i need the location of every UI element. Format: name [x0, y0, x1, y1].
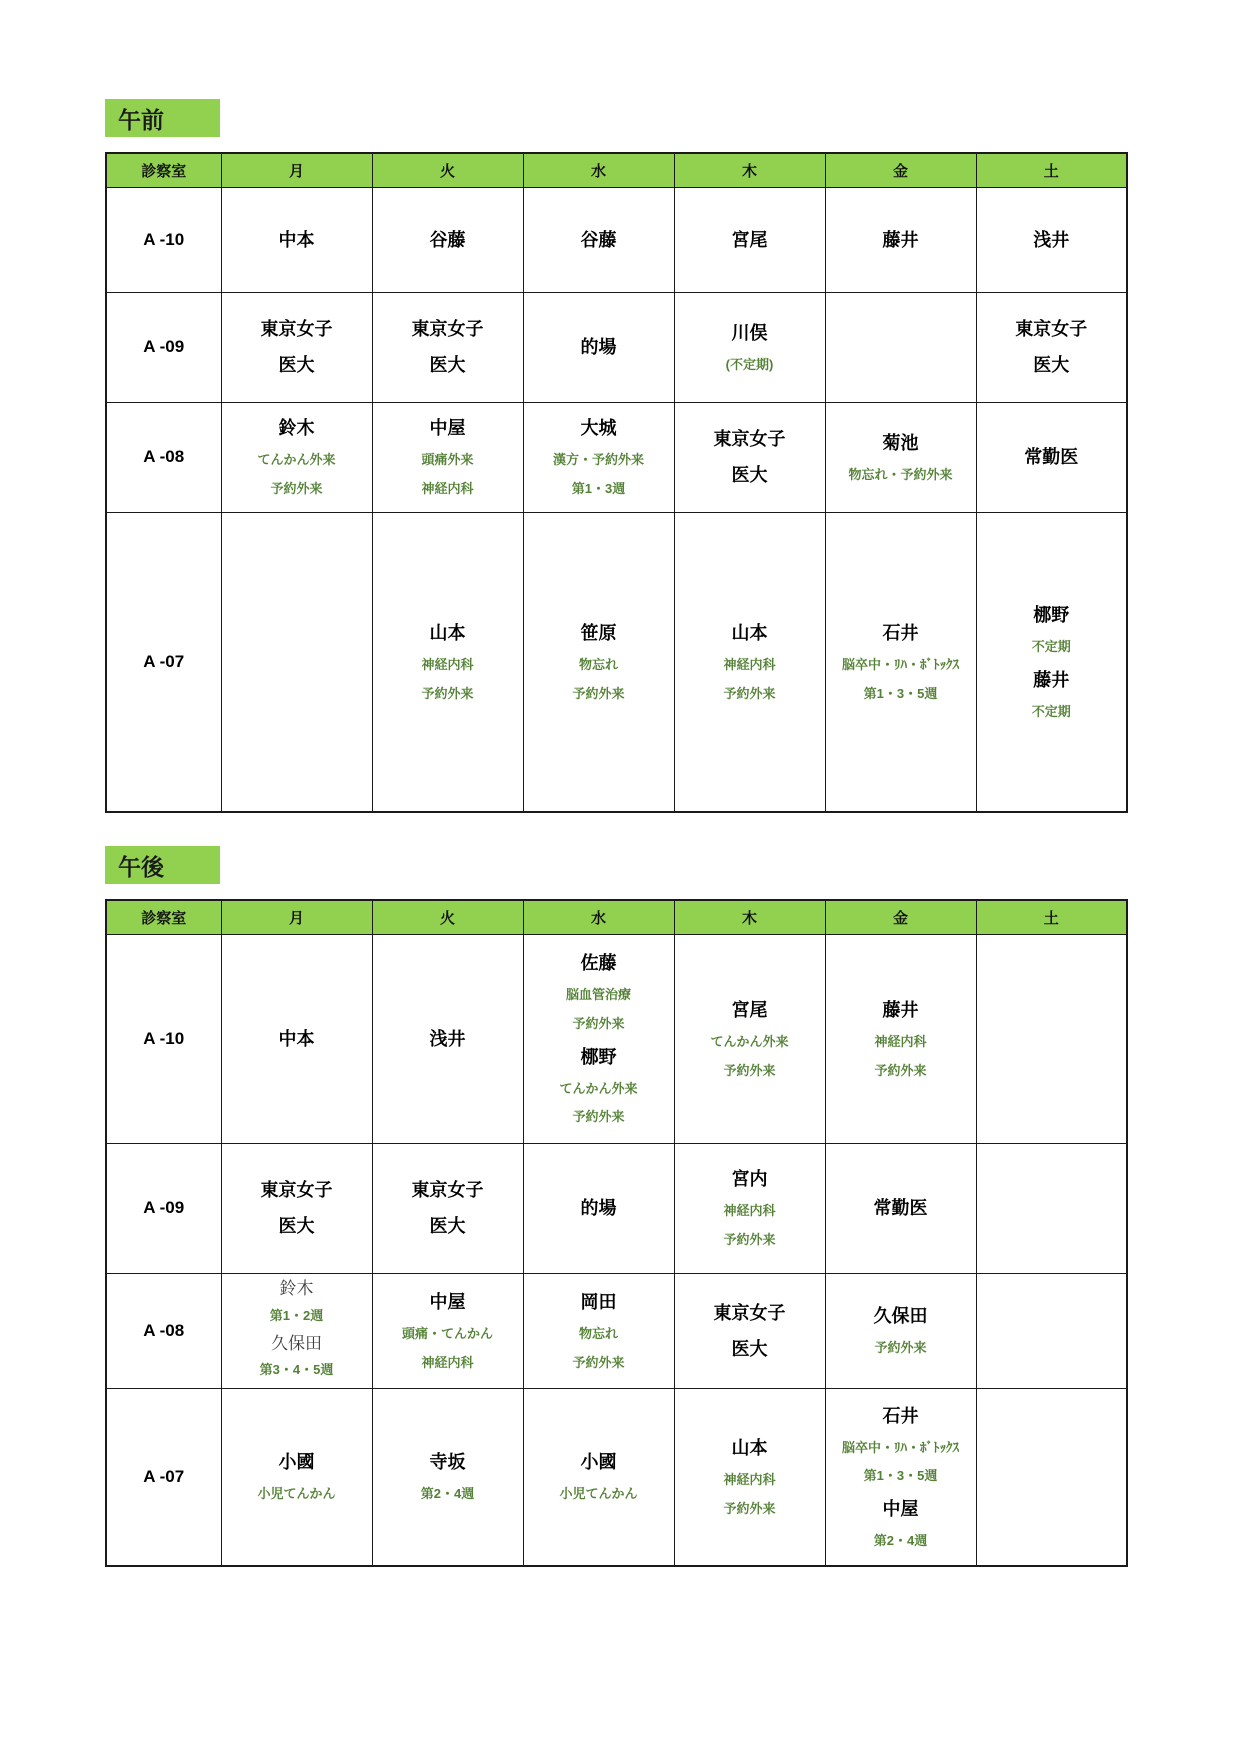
cell-afternoon-a-08-thu [674, 1273, 825, 1388]
clinic-annotation: 漢方・予約外来 [552, 452, 644, 468]
room-label-morning-a-10: A -10 [106, 187, 221, 292]
doctor-name: 中本 [278, 1028, 315, 1049]
day-header-morning-thu: 木 [674, 153, 825, 187]
clinic-annotation: 頭痛外来 [421, 452, 474, 468]
clinic-annotation: 神経内科 [874, 1033, 927, 1049]
cell-afternoon-a-10-fri [825, 934, 976, 1143]
cell-afternoon-a-10-sat [976, 934, 1127, 1143]
doctor-name: 医大 [429, 1216, 466, 1236]
clinic-annotation: 第2・4週 [873, 1533, 928, 1549]
doctor-name: 中本 [278, 229, 315, 250]
day-header-afternoon-thu: 木 [674, 900, 825, 934]
clinic-annotation: 神経内科 [723, 1203, 776, 1219]
doctor-name: 常勤医 [873, 1198, 928, 1218]
cell-afternoon-a-07-fri [825, 1388, 976, 1566]
clinic-annotation: 予約外来 [723, 1062, 776, 1078]
cell-afternoon-a-07-mon [221, 1388, 372, 1566]
cell-morning-a-09-sat [976, 292, 1127, 402]
doctor-name: 谷藤 [429, 229, 466, 250]
clinic-annotation: 神経内科 [723, 1472, 776, 1488]
clinic-annotation: 神経内科 [421, 1354, 474, 1370]
doctor-name: 医大 [731, 1338, 768, 1359]
doctor-name: 医大 [278, 355, 315, 375]
schedule-row-morning-a-07 [106, 512, 1127, 812]
clinic-annotation: 頭痛・てんかん [401, 1325, 493, 1341]
clinic-annotation: 物忘れ [578, 1325, 618, 1341]
clinic-annotation: (不定期) [725, 356, 774, 372]
schedule-section-afternoon [105, 846, 1240, 1567]
cell-morning-a-10-thu [674, 187, 825, 292]
clinic-annotation: 脳血管治療 [565, 987, 631, 1003]
clinic-annotation: 神経内科 [421, 657, 474, 673]
cell-morning-a-07-fri [825, 512, 976, 812]
cell-afternoon-a-09-mon [221, 1143, 372, 1273]
clinic-annotation: 第3・4・5週 [259, 1362, 334, 1377]
doctor-name: 石井 [882, 623, 919, 644]
cell-afternoon-a-09-tue [372, 1143, 523, 1273]
doctor-name: 浅井 [1033, 229, 1070, 250]
clinic-annotation: 予約外来 [572, 1015, 625, 1031]
clinic-annotation: 神経内科 [723, 657, 776, 673]
clinic-annotation: 小児てんかん [559, 1486, 638, 1502]
cell-afternoon-a-07-sat [976, 1388, 1127, 1566]
doctor-name: 的場 [580, 1198, 617, 1218]
day-header-morning-sat: 土 [976, 153, 1127, 187]
day-header-afternoon-fri: 金 [825, 900, 976, 934]
doctor-name: 石井 [882, 1405, 919, 1426]
cell-afternoon-a-08-sat [976, 1273, 1127, 1388]
cell-morning-a-08-fri [825, 402, 976, 512]
doctor-name: 医大 [429, 355, 466, 375]
clinic-annotation: てんかん外来 [710, 1033, 789, 1049]
day-header-morning-tue: 火 [372, 153, 523, 187]
doctor-name: 東京女子 [1015, 319, 1088, 339]
doctor-name: 鈴木 [278, 418, 315, 439]
clinic-annotation: 第1・3週 [571, 481, 626, 496]
clinic-annotation: 小児てんかん [257, 1486, 336, 1502]
clinic-annotation: 予約外来 [874, 1340, 927, 1356]
schedule-row-morning-a-09 [106, 292, 1127, 402]
doctor-name: 医大 [1033, 355, 1070, 375]
doctor-name: 東京女子 [713, 1302, 786, 1323]
doctor-name: 宮尾 [731, 229, 768, 250]
cell-afternoon-a-09-wed [523, 1143, 674, 1273]
doctor-name: 中屋 [429, 418, 466, 439]
section-label-morning: 午前 [105, 99, 220, 137]
doctor-name: 笹原 [580, 623, 617, 644]
cell-morning-a-09-tue [372, 292, 523, 402]
doctor-name: 佐藤 [580, 953, 617, 974]
doctor-name: 山本 [731, 1438, 768, 1459]
header-row-morning [106, 153, 1127, 187]
cell-morning-a-10-tue [372, 187, 523, 292]
room-label-afternoon-a-08: A -08 [106, 1273, 221, 1388]
clinic-annotation: 不定期 [1031, 639, 1071, 655]
clinic-annotation: 物忘れ・予約外来 [848, 466, 953, 482]
clinic-annotation: 予約外来 [723, 1232, 776, 1247]
clinic-annotation: 予約外来 [572, 685, 625, 701]
cell-morning-a-07-wed [523, 512, 674, 812]
cell-morning-a-08-tue [372, 402, 523, 512]
schedule-row-afternoon-a-09 [106, 1143, 1127, 1273]
clinic-annotation: 予約外来 [421, 685, 474, 701]
cell-morning-a-10-sat [976, 187, 1127, 292]
room-label-afternoon-a-07: A -07 [106, 1388, 221, 1566]
schedule-section-morning [105, 99, 1240, 813]
cell-morning-a-08-mon [221, 402, 372, 512]
clinic-annotation: 物忘れ [578, 657, 618, 673]
doctor-name: 梛野 [1033, 605, 1070, 626]
doctor-name: 医大 [278, 1216, 315, 1236]
cell-afternoon-a-08-mon [221, 1273, 372, 1388]
doctor-name: 藤井 [882, 999, 919, 1020]
day-header-morning-mon: 月 [221, 153, 372, 187]
doctor-name: 岡田 [580, 1291, 617, 1312]
clinic-annotation: 不定期 [1031, 703, 1071, 719]
schedule-table-afternoon [105, 899, 1128, 1567]
doctor-name: 的場 [580, 337, 617, 357]
cell-afternoon-a-07-thu [674, 1388, 825, 1566]
day-header-morning-fri: 金 [825, 153, 976, 187]
cell-morning-a-07-thu [674, 512, 825, 812]
doctor-name: 寺坂 [429, 1452, 466, 1473]
doctor-name: 久保田 [271, 1333, 322, 1353]
clinic-annotation: 予約外来 [874, 1062, 927, 1078]
room-label-morning-a-09: A -09 [106, 292, 221, 402]
schedule-row-morning-a-08 [106, 402, 1127, 512]
doctor-name: 浅井 [429, 1028, 466, 1049]
doctor-name: 藤井 [882, 229, 919, 250]
doctor-name: 山本 [731, 623, 768, 644]
cell-afternoon-a-08-fri [825, 1273, 976, 1388]
doctor-name: 梛野 [580, 1046, 617, 1067]
doctor-name: 東京女子 [411, 1180, 484, 1200]
clinic-annotation: 第1・3・5週 [863, 685, 938, 701]
cell-afternoon-a-07-tue [372, 1388, 523, 1566]
cell-afternoon-a-07-wed [523, 1388, 674, 1566]
cell-morning-a-08-sat [976, 402, 1127, 512]
schedule-row-morning-a-10 [106, 187, 1127, 292]
doctor-name: 小國 [580, 1452, 617, 1473]
doctor-name: 東京女子 [260, 1180, 333, 1200]
room-label-morning-a-07: A -07 [106, 512, 221, 812]
cell-morning-a-07-sat [976, 512, 1127, 812]
cell-afternoon-a-09-fri [825, 1143, 976, 1273]
room-label-afternoon-a-10: A -10 [106, 934, 221, 1143]
clinic-annotation: 脳卒中・ﾘﾊ・ﾎﾞﾄｯｸｽ [841, 1439, 959, 1455]
cell-morning-a-10-mon [221, 187, 372, 292]
room-label-morning-a-08: A -08 [106, 402, 221, 512]
cell-afternoon-a-10-thu [674, 934, 825, 1143]
cell-morning-a-07-tue [372, 512, 523, 812]
cell-morning-a-09-wed [523, 292, 674, 402]
clinic-annotation: 脳卒中・ﾘﾊ・ﾎﾞﾄｯｸｽ [841, 657, 959, 673]
doctor-name: 東京女子 [411, 319, 484, 339]
schedule-row-afternoon-a-07 [106, 1388, 1127, 1566]
doctor-name: 中屋 [882, 1499, 919, 1520]
doctor-name: 大城 [580, 418, 617, 439]
schedule-row-afternoon-a-08 [106, 1273, 1127, 1388]
doctor-name: 東京女子 [713, 429, 786, 449]
room-label-afternoon-a-09: A -09 [106, 1143, 221, 1273]
day-header-afternoon-wed: 水 [523, 900, 674, 934]
doctor-name: 藤井 [1033, 669, 1070, 690]
clinic-annotation: 第1・3・5週 [863, 1468, 938, 1484]
day-header-morning-wed: 水 [523, 153, 674, 187]
doctor-name: 山本 [429, 623, 466, 644]
cell-morning-a-07-mon [221, 512, 372, 812]
clinic-annotation: 予約外来 [723, 1500, 776, 1516]
cell-morning-a-10-wed [523, 187, 674, 292]
cell-afternoon-a-10-mon [221, 934, 372, 1143]
clinic-annotation: 第2・4週 [420, 1486, 475, 1502]
cell-morning-a-08-wed [523, 402, 674, 512]
doctor-name: 鈴木 [279, 1279, 314, 1299]
doctor-name: 菊池 [882, 432, 919, 453]
cell-morning-a-09-thu [674, 292, 825, 402]
cell-afternoon-a-08-wed [523, 1273, 674, 1388]
cell-afternoon-a-10-tue [372, 934, 523, 1143]
cell-morning-a-09-fri [825, 292, 976, 402]
doctor-name: 宮内 [731, 1169, 768, 1190]
room-column-header-morning: 診察室 [106, 153, 221, 187]
doctor-name: 医大 [731, 465, 768, 485]
doctor-name: 常勤医 [1024, 447, 1079, 467]
section-label-afternoon: 午後 [105, 846, 220, 884]
header-row-afternoon [106, 900, 1127, 934]
doctor-name: 谷藤 [580, 229, 617, 250]
cell-afternoon-a-09-sat [976, 1143, 1127, 1273]
cell-afternoon-a-09-thu [674, 1143, 825, 1273]
doctor-name: 中屋 [429, 1291, 466, 1312]
clinic-annotation: 予約外来 [572, 1109, 625, 1125]
cell-afternoon-a-08-tue [372, 1273, 523, 1388]
day-header-afternoon-mon: 月 [221, 900, 372, 934]
day-header-afternoon-sat: 土 [976, 900, 1127, 934]
cell-afternoon-a-10-wed [523, 934, 674, 1143]
room-column-header-afternoon: 診察室 [106, 900, 221, 934]
doctor-name: 宮尾 [731, 999, 768, 1020]
clinic-annotation: てんかん外来 [559, 1080, 638, 1096]
schedule-table-morning [105, 152, 1128, 813]
schedule-row-afternoon-a-10 [106, 934, 1127, 1143]
clinic-annotation: てんかん外来 [257, 452, 336, 468]
doctor-name: 小國 [278, 1452, 315, 1473]
cell-morning-a-10-fri [825, 187, 976, 292]
doctor-name: 東京女子 [260, 319, 333, 339]
day-header-afternoon-tue: 火 [372, 900, 523, 934]
clinic-annotation: 第1・2週 [269, 1307, 324, 1323]
clinic-annotation: 予約外来 [572, 1354, 625, 1370]
doctor-name: 川俣 [731, 322, 768, 343]
cell-morning-a-09-mon [221, 292, 372, 402]
clinic-annotation: 予約外来 [270, 481, 323, 496]
doctor-name: 久保田 [873, 1306, 928, 1327]
clinic-annotation: 予約外来 [723, 685, 776, 701]
cell-morning-a-08-thu [674, 402, 825, 512]
clinic-annotation: 神経内科 [421, 481, 474, 496]
